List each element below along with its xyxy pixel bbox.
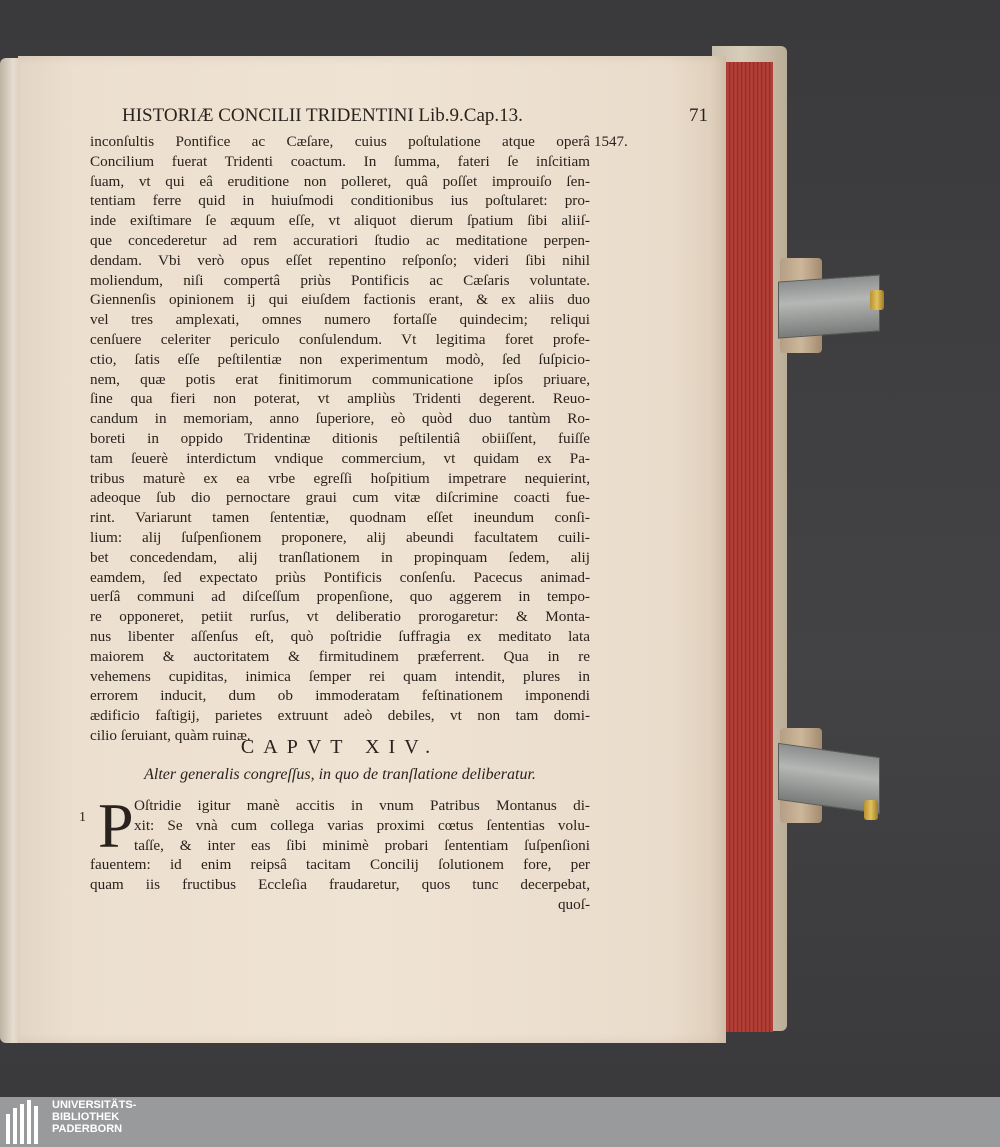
text-line: taſſe, & inter eas ſibi minimè probari ſententiam ſuſpenſioni <box>134 836 590 854</box>
text-line: adeoque ſub dio pernoctare graui cum vitæ diſcrimine coacti fue- <box>90 489 590 507</box>
text-line: ſine qua fieri non poterat, vt ampliùs Tridenti degerent. Reuo- <box>90 390 590 408</box>
chapter-heading: CAPVT XIV. <box>240 736 440 758</box>
upper-clasp-pin <box>870 290 884 310</box>
text-line: nus libenter aſſenſus eſt, quò poſtridie ſuffragia ex meditato lata <box>90 627 590 645</box>
text-line: uerſâ communi ad diſceſſum propenſione, quo aggerem in tempo- <box>90 588 590 606</box>
text-line: cenſuere celeriter periculo conſulendum. Vt legitima foret profe- <box>90 330 590 348</box>
margin-year: 1547. <box>594 134 628 150</box>
page-number: 71 <box>689 105 708 126</box>
text-line: errorem inducit, dum ob immoderatam feſtinationem imponendi <box>90 687 590 705</box>
text-line: quam iis fructibus Eccleſia fraudaretur, quos tunc decerpebat, <box>90 876 590 894</box>
text-line: tam ſeuerè interdictum vndique commercium, vt quidam ex Pa- <box>90 449 590 467</box>
running-head-title: HISTORIÆ CONCILII TRIDENTINI Lib.9.Cap.13. <box>122 105 523 126</box>
text-line: lium: alij ſuſpenſionem proponere, alij abeundi facultatem cuili- <box>90 528 590 546</box>
text-line: ctio, ſatis eſſe peſtilentiæ non experimentum modò, ſed ſuſpicio- <box>90 350 590 368</box>
body-paragraph <box>90 132 590 746</box>
text-line: Oſtridie igitur manè accitis in vnum Patribus Montanus di- <box>134 797 590 814</box>
paragraph-number: 1 <box>79 810 86 825</box>
text-line: inde exiſtimare ſe æquum eſſe, vt aliquot dierum ſpatium ſibi aliiſ- <box>90 212 590 230</box>
running-head <box>122 105 708 127</box>
text-line: cilio ſeruiant, quàm ruinæ. <box>90 726 251 744</box>
library-name-line2: BIBLIOTHEK <box>52 1111 120 1123</box>
text-line: Giennenſis opinionem ij qui eiuſdem factionis erant, & ex aliis duo <box>90 291 590 309</box>
chapter-subtitle: Alter generalis congreſſus, in quo de tranſlatione deliberatur. <box>144 766 536 783</box>
library-logo-icon <box>6 1100 48 1144</box>
text-line: xit: Se vnà cum collega varias proximi cœtus ſententias volu- <box>134 816 590 834</box>
text-line: candum in memoriam, anno ſuperiore, eò quòd duo tantùm Ro- <box>90 410 590 428</box>
library-footer-bar <box>0 1097 1000 1147</box>
text-line: eamdem, ſed expectato priùs Pontificis conſenſu. Pacecus animad- <box>90 568 590 586</box>
text-line: ſuam, vt qui eâ eruditione non polleret, quâ poſſet improuiſo ſen- <box>90 172 590 190</box>
text-line: bet concedendam, alij tranſlationem in propinquam ſedem, alij <box>90 548 590 566</box>
catchword: quoſ- <box>557 895 590 913</box>
text-line: boreti in oppido Tridentinæ ditionis peſtilentiâ obiiſſent, fuiſſe <box>90 429 590 447</box>
text-line: moliendum, niſi compertâ priùs Pontificis ac Cæſaris voluntate. <box>90 271 590 289</box>
lower-clasp-pin <box>864 800 878 820</box>
text-line: Concilium fuerat Tridenti coactum. In ſumma, fateri ſe inſcitiam <box>90 152 590 170</box>
text-line: dendam. Vbi verò opus eſſet repentino reſponſo; videri ſibi nihil <box>90 251 590 269</box>
text-line: fauentem: id enim reipsâ tacitam Concilij ſolutionem fore, per <box>90 856 590 874</box>
text-line: vehemens cupiditas, inimica ſemper rei quam intendit, plures in <box>90 667 590 685</box>
book-page <box>18 56 726 1043</box>
text-line: ædificio faſtigij, parietes extruunt adeò debiles, vt non tam domi- <box>90 707 590 725</box>
library-name-line3: PADERBORN <box>52 1123 123 1135</box>
library-logo-text <box>52 1099 136 1135</box>
text-line: tribus maturè ex ea vrbe egreſſi hoſpitium impetrare nequierint, <box>90 469 590 487</box>
upper-clasp <box>778 274 880 338</box>
text-line: maiorem & auctoritatem & firmitudinem præferrent. Qua in re <box>90 647 590 665</box>
text-line: que concederetur ad rem accuratiori ſtudio ac meditatione perpen- <box>90 231 590 249</box>
second-paragraph <box>90 790 590 915</box>
text-line: vel tres amplexati, omnes numero fortaſſe quindecim; reliqui <box>90 311 590 329</box>
text-line: re opponeret, petiit rurſus, vt deliberatio prorogaretur: & Monta- <box>90 608 590 626</box>
text-line: tentiam ferre quid in huiuſmodi conditionibus ius poſtularet: pro- <box>90 192 590 210</box>
library-name-line1: UNIVERSITÄTS- <box>52 1099 137 1111</box>
drop-cap: P <box>98 790 134 861</box>
text-line: nem, quæ potis erat finitimorum communicatione ipſos priuare, <box>90 370 590 388</box>
text-line: rint. Variarunt tamen ſententiæ, quodnam eſſet ineundum conſi- <box>90 509 590 527</box>
text-line: inconſultis Pontifice ac Cæſare, cuius poſtulatione atque operâ <box>90 133 590 150</box>
